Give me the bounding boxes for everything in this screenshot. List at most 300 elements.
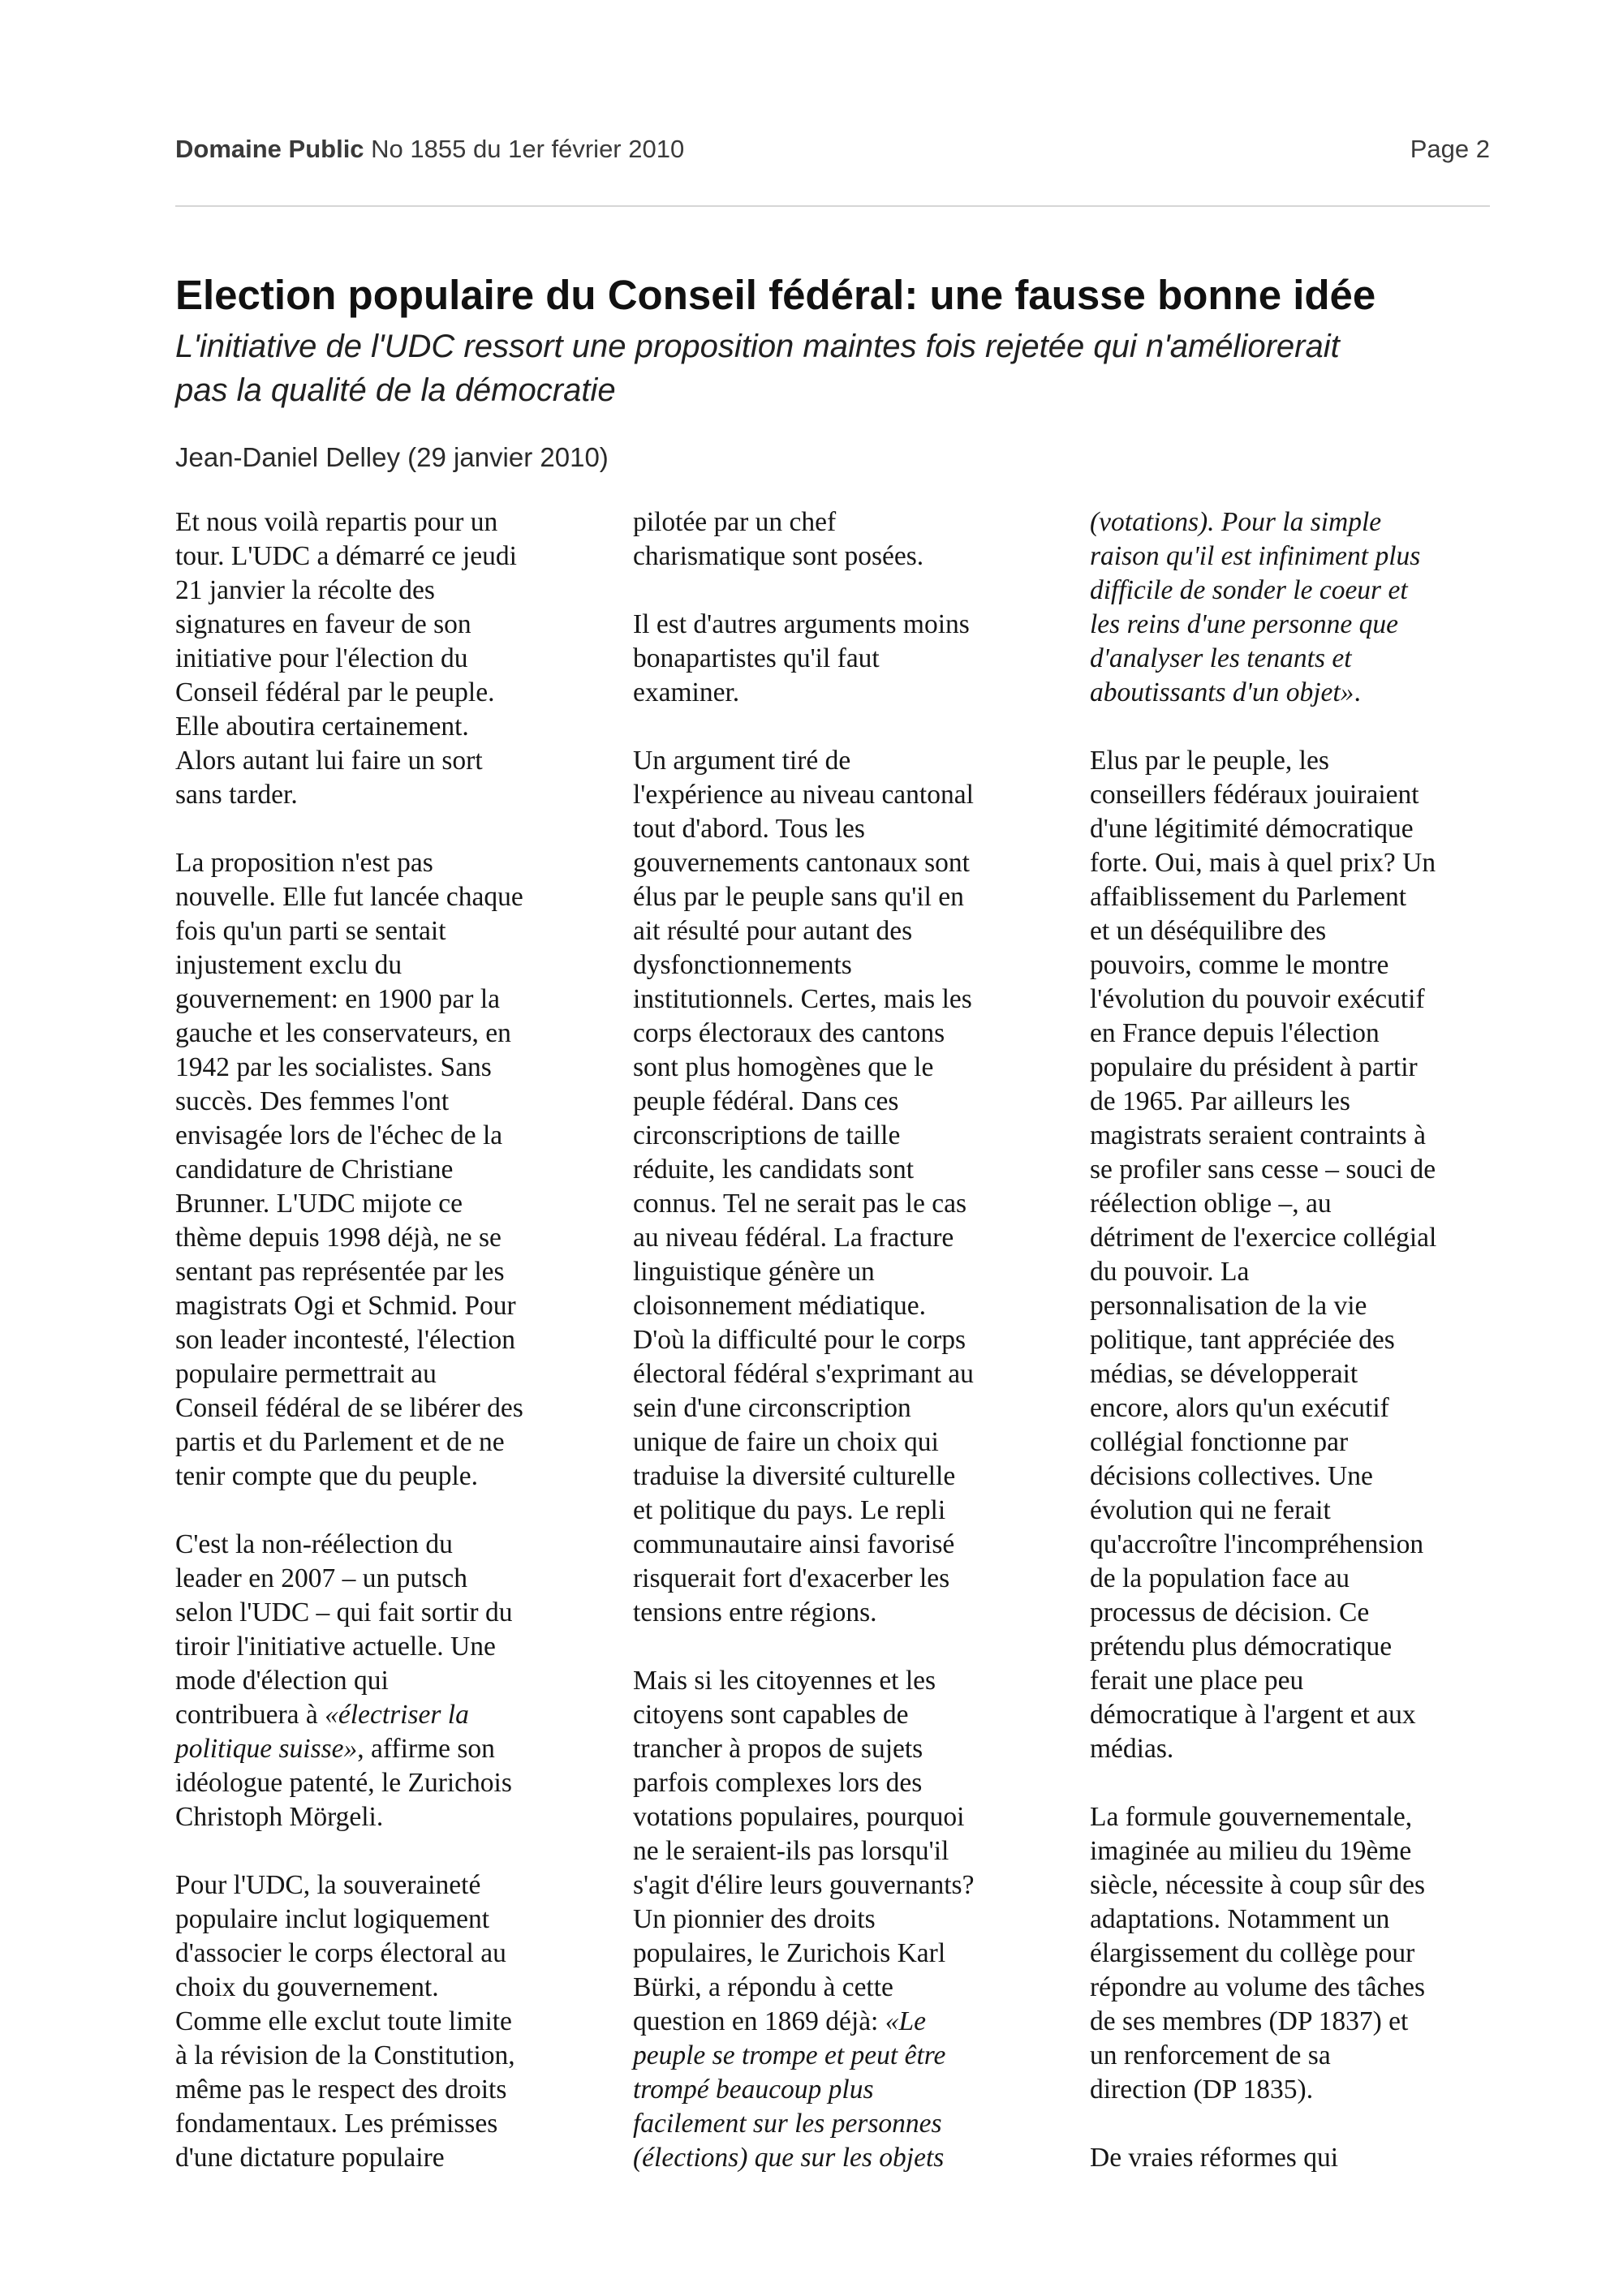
body-text: élus par le peuple sans qu'il en [633,882,964,912]
body-text: circonscriptions de taille [633,1120,901,1150]
text-line [633,1289,1071,1323]
body-text: D'où la difficulté pour le corps [633,1325,966,1355]
body-text: gouvernements cantonaux sont [633,848,970,878]
body-text: évolution qui ne ferait [1090,1495,1331,1525]
body-text: contribuera à [175,1700,325,1730]
body-text: idéologue patenté, le Zurichois [175,1768,512,1798]
body-text: au niveau fédéral. La fracture [633,1223,954,1253]
text-line [633,982,1071,1017]
body-text: injustement exclu du [175,950,403,980]
text-line [1090,914,1530,948]
text-line [1090,2005,1530,2039]
text-line [175,1460,613,1494]
text-line [1090,1698,1530,1732]
text-line [633,1698,1071,1732]
body-text: sentant pas représentée par les [175,1257,505,1287]
body-text: sein d'une circonscription [633,1393,911,1423]
text-line [1090,846,1530,880]
text-line [175,1255,613,1289]
body-text: adaptations. Notamment un [1090,1904,1390,1934]
text-line [175,880,613,914]
text-line [633,642,1071,676]
text-column-2 [633,505,1071,2175]
text-line [175,1937,613,1971]
body-text: et politique du pays. Le repli [633,1495,946,1525]
text-line [633,778,1071,812]
body-text: 21 janvier la récolte des [175,575,435,605]
body-text: risquerait fort d'exacerber les [633,1563,950,1593]
body-text: électoral fédéral s'exprimant au [633,1359,974,1389]
body-text: mode d'élection qui [175,1666,389,1696]
body-text: ne le seraient-ils pas lorsqu'il [633,1836,949,1866]
text-line [633,1187,1071,1221]
paragraph [1090,1800,1530,2107]
text-line [175,676,613,710]
paragraph [633,1664,1071,2175]
text-line [175,1596,613,1630]
body-text: cloisonnement médiatique. [633,1291,926,1321]
paragraph [175,1868,613,2175]
text-line [633,1664,1071,1698]
text-line [175,1766,613,1800]
text-line [1090,505,1530,540]
body-text: tenir compte que du peuple. [175,1461,479,1491]
body-text: tensions entre régions. [633,1597,877,1627]
body-text: Brunner. L'UDC mijote ce [175,1189,463,1219]
text-line [633,2005,1071,2039]
body-text: affaiblissement du Parlement [1090,882,1407,912]
text-line [175,1800,613,1834]
quote-text: d'analyser les tenants et [1090,643,1352,673]
body-text: d'une légitimité démocratique [1090,814,1414,844]
body-text: peuple fédéral. Dans ces [633,1086,899,1116]
body-text: tout d'abord. Tous les [633,814,865,844]
text-line [633,1221,1071,1255]
text-line [175,1732,613,1766]
text-line [175,1664,613,1698]
body-text: La proposition n'est pas [175,848,433,878]
article-subtitle: L'initiative de l'UDC ressort une proposition maintes fois rejetée qui n'améliorerait pas la qualité de la démocratie [175,329,1340,408]
text-line [175,2005,613,2039]
body-text: réélection oblige –, au [1090,1189,1332,1219]
text-line [633,2073,1071,2107]
text-line [1090,1834,1530,1868]
body-text: dysfonctionnements [633,950,852,980]
text-line [1090,1357,1530,1391]
text-line [175,1085,613,1119]
body-text: l'expérience au niveau cantonal [633,780,974,810]
text-line [633,744,1071,778]
body-text: Il est d'autres arguments moins [633,609,970,639]
text-line [633,1255,1071,1289]
body-text: ferait une place peu [1090,1666,1304,1696]
body-text: Conseil fédéral par le peuple. [175,677,495,707]
body-text: connus. Tel ne serait pas le cas [633,1189,966,1219]
body-text: du pouvoir. La [1090,1257,1250,1287]
text-line [633,948,1071,982]
body-text: de la population face au [1090,1563,1350,1593]
text-line [1090,778,1530,812]
issue-info: No 1855 du 1er février 2010 [371,135,685,163]
body-text: selon l'UDC – qui fait sortir du [175,1597,513,1627]
text-line [633,914,1071,948]
text-line [175,1119,613,1153]
text-line [633,1834,1071,1868]
text-line [175,1868,613,1903]
publication-name: Domaine Public [175,135,364,163]
text-line [1090,1868,1530,1903]
body-text: personnalisation de la vie [1090,1291,1367,1321]
body-text: partis et du Parlement et de ne [175,1427,505,1457]
body-text: politique, tant appréciée des [1090,1325,1395,1355]
body-text: Bürki, a répondu à cette [633,1972,893,2002]
body-text: d'associer le corps électoral au [175,1938,506,1968]
text-line [633,1766,1071,1800]
body-text: citoyens sont capables de [633,1700,909,1730]
text-line [175,2107,613,2141]
text-line [1090,676,1530,710]
body-text: bonapartistes qu'il faut [633,643,880,673]
text-line [1090,1017,1530,1051]
text-line [633,540,1071,574]
text-line [633,1937,1071,1971]
text-line [1090,608,1530,642]
body-text: fois qu'un parti se sentait [175,916,446,946]
body-text: imaginée au milieu du 19ème [1090,1836,1412,1866]
text-column-3 [1090,505,1530,2175]
header-divider [175,205,1490,207]
text-line [175,710,613,744]
body-text: d'une dictature populaire [175,2143,445,2173]
body-text: . [1354,677,1361,707]
body-text: Un argument tiré de [633,746,851,776]
text-line [633,1732,1071,1766]
text-line [1090,1323,1530,1357]
text-line [175,1698,613,1732]
text-line [175,540,613,574]
paragraph [175,1528,613,1834]
text-line [1090,1800,1530,1834]
text-line [175,1017,613,1051]
text-line [175,2039,613,2073]
text-line [1090,1903,1530,1937]
body-text: charismatique sont posées. [633,541,924,571]
text-line [633,1085,1071,1119]
body-text: à la révision de la Constitution, [175,2040,515,2070]
body-text: succès. Des femmes l'ont [175,1086,450,1116]
body-text: tour. L'UDC a démarré ce jeudi [175,541,517,571]
text-line [1090,1732,1530,1766]
body-text: C'est la non-réélection du [175,1529,453,1559]
text-line [175,744,613,778]
body-text: populaires, le Zurichois Karl [633,1938,946,1968]
text-line [175,2141,613,2175]
quote-text: trompé beaucoup plus [633,2075,874,2105]
body-text: choix du gouvernement. [175,1972,439,2002]
text-line [633,608,1071,642]
text-line [175,642,613,676]
body-text: institutionnels. Certes, mais les [633,984,972,1014]
body-text: démocratique à l'argent et aux [1090,1700,1416,1730]
body-text: gouvernement: en 1900 par la [175,984,501,1014]
body-text: magistrats seraient contraints à [1090,1120,1426,1150]
body-text: leader en 2007 – un putsch [175,1563,468,1593]
text-line [1090,1664,1530,1698]
text-line [175,982,613,1017]
text-line [175,1425,613,1460]
body-text: populaire inclut logiquement [175,1904,490,1934]
text-line [633,846,1071,880]
body-text: initiative pour l'élection du [175,643,468,673]
text-line [1090,1221,1530,1255]
body-text: pilotée par un chef [633,507,837,537]
text-column-1 [175,505,613,2175]
body-text: qu'accroître l'incompréhension [1090,1529,1424,1559]
paragraph [633,505,1071,574]
body-text: question en 1869 déjà: [633,2006,885,2036]
text-line [633,812,1071,846]
body-text: médias. [1090,1734,1174,1764]
text-line [1090,1051,1530,1085]
body-text: se profiler sans cesse – souci de [1090,1154,1436,1185]
body-text: réduite, les candidats sont [633,1154,915,1185]
text-line [175,1971,613,2005]
text-line [633,1971,1071,2005]
body-text: encore, alors qu'un exécutif [1090,1393,1389,1423]
body-text: populaire permettrait au [175,1359,437,1389]
body-text: gauche et les conservateurs, en [175,1018,511,1048]
text-line [1090,880,1530,914]
body-text: pouvoirs, comme le montre [1090,950,1389,980]
text-line [1090,1255,1530,1289]
text-line [1090,1630,1530,1664]
article-title: Election populaire du Conseil fédéral: une fausse bonne idée [175,272,1376,318]
body-text: Et nous voilà repartis pour un [175,507,498,537]
text-line [1090,1425,1530,1460]
text-line [175,1051,613,1085]
paragraph [1090,744,1530,1766]
text-line [633,1425,1071,1460]
text-line [175,505,613,540]
body-text: tiroir l'initiative actuelle. Une [175,1632,496,1662]
body-text: de ses membres (DP 1837) et [1090,2006,1409,2036]
quote-text: (votations). Pour la simple [1090,507,1382,537]
text-line [633,1017,1071,1051]
body-text: thème depuis 1998 déjà, ne se [175,1223,502,1253]
body-text: collégial fonctionne par [1090,1427,1349,1457]
body-text: votations populaires, pourquoi [633,1802,965,1832]
body-text: candidature de Christiane [175,1154,454,1185]
text-line [633,1494,1071,1528]
quote-text: raison qu'il est infiniment plus [1090,541,1421,571]
body-text: sans tarder. [175,780,298,810]
text-line [1090,2039,1530,2073]
text-line [1090,1153,1530,1187]
paragraph [175,505,613,812]
text-line [633,2141,1071,2175]
text-line [1090,1596,1530,1630]
text-line [633,1153,1071,1187]
paragraph [1090,505,1530,710]
body-text: un renforcement de sa [1090,2040,1331,2070]
page-number: Page 2 [1410,135,1490,163]
paragraph [1090,2141,1530,2175]
body-text: Mais si les citoyennes et les [633,1666,936,1696]
body-text: Comme elle exclut toute limite [175,2006,512,2036]
text-line [175,1528,613,1562]
body-text: direction (DP 1835). [1090,2075,1314,2105]
text-line [1090,1971,1530,2005]
body-text: prétendu plus démocratique [1090,1632,1393,1662]
text-line [175,1323,613,1357]
text-line [633,1596,1071,1630]
text-line [633,1460,1071,1494]
quote-text: facilement sur les personnes [633,2109,942,2139]
body-text: de 1965. Par ailleurs les [1090,1086,1350,1116]
text-line [633,880,1071,914]
text-line [1090,1391,1530,1425]
body-text: magistrats Ogi et Schmid. Pour [175,1291,516,1321]
text-line [175,1630,613,1664]
quote-text: difficile de sonder le coeur et [1090,575,1408,605]
text-line [1090,574,1530,608]
body-text: conseillers fédéraux jouiraient [1090,780,1419,810]
body-text: Pour l'UDC, la souveraineté [175,1870,481,1900]
body-text: élargissement du collège pour [1090,1938,1415,1968]
text-line [175,608,613,642]
body-text: Conseil fédéral de se libérer des [175,1393,523,1423]
text-line [175,914,613,948]
text-line [1090,1937,1530,1971]
text-line [633,1323,1071,1357]
text-line [175,1357,613,1391]
body-text: l'évolution du pouvoir exécutif [1090,984,1425,1014]
body-text: nouvelle. Elle fut lancée chaque [175,882,523,912]
text-line [633,1357,1071,1391]
text-line [1090,2141,1530,2175]
text-line [175,846,613,880]
body-text: décisions collectives. Une [1090,1461,1373,1491]
quote-text: les reins d'une personne que [1090,609,1398,639]
body-text: sont plus homogènes que le [633,1052,934,1082]
body-text: médias, se développerait [1090,1359,1358,1389]
text-line [1090,1289,1530,1323]
text-line [175,1221,613,1255]
body-text: Alors autant lui faire un sort [175,746,483,776]
text-line [1090,1528,1530,1562]
text-line [1090,1119,1530,1153]
text-line [175,1903,613,1937]
body-text: siècle, nécessite à coup sûr des [1090,1870,1426,1900]
text-line [1090,812,1530,846]
text-line [1090,642,1530,676]
article-byline: Jean-Daniel Delley (29 janvier 2010) [175,442,609,472]
text-line [1090,948,1530,982]
text-line [175,2073,613,2107]
text-line [633,1868,1071,1903]
text-line [175,1153,613,1187]
text-line [175,1391,613,1425]
text-line [1090,540,1530,574]
quote-text: (élections) que sur les objets [633,2143,945,2173]
text-line [1090,1494,1530,1528]
paragraph [633,744,1071,1630]
body-text: Elus par le peuple, les [1090,746,1329,776]
body-text: même pas le respect des droits [175,2075,507,2105]
text-line [633,1051,1071,1085]
text-line [175,1562,613,1596]
body-text: examiner. [633,677,740,707]
quote-text: peuple se trompe et peut être [633,2040,946,2070]
text-line [633,676,1071,710]
body-text: son leader incontesté, l'élection [175,1325,516,1355]
text-line [175,778,613,812]
text-line [633,1800,1071,1834]
text-line [175,1187,613,1221]
body-text: et un déséquilibre des [1090,916,1327,946]
text-line [1090,1562,1530,1596]
text-line [1090,1460,1530,1494]
running-header [175,135,1490,167]
body-text: détriment de l'exercice collégial [1090,1223,1437,1253]
text-line [175,1289,613,1323]
body-text: Elle aboutira certainement. [175,712,469,742]
quote-text: aboutissants d'un objet» [1090,677,1354,707]
body-text: 1942 par les socialistes. Sans [175,1052,492,1082]
text-line [175,574,613,608]
text-line [633,505,1071,540]
body-text: trancher à propos de sujets [633,1734,923,1764]
body-text: signatures en faveur de son [175,609,471,639]
text-line [633,1391,1071,1425]
body-text: Christoph Mörgeli. [175,1802,384,1832]
text-line [1090,1187,1530,1221]
quote-text: politique suisse» [175,1734,358,1764]
body-text: répondre au volume des tâches [1090,1972,1426,2002]
body-text: linguistique génère un [633,1257,875,1287]
body-text: corps électoraux des cantons [633,1018,945,1048]
body-text: envisagée lors de l'échec de la [175,1120,503,1150]
body-text: forte. Oui, mais à quel prix? Un [1090,848,1436,878]
body-text: s'agit d'élire leurs gouvernants? [633,1870,975,1900]
body-text: La formule gouvernementale, [1090,1802,1413,1832]
text-line [633,1528,1071,1562]
text-line [633,1119,1071,1153]
body-text: traduise la diversité culturelle [633,1461,956,1491]
body-text: processus de décision. Ce [1090,1597,1370,1627]
body-text: fondamentaux. Les prémisses [175,2109,498,2139]
text-line [633,2107,1071,2141]
body-text: populaire du président à partir [1090,1052,1418,1082]
body-text: Un pionnier des droits [633,1904,876,1934]
body-text: parfois complexes lors des [633,1768,923,1798]
body-text: communautaire ainsi favorisé [633,1529,955,1559]
body-text: De vraies réformes qui [1090,2143,1339,2173]
body-text: ait résulté pour autant des [633,916,913,946]
text-line [633,1903,1071,1937]
text-line [1090,744,1530,778]
text-line [175,948,613,982]
text-line [1090,1085,1530,1119]
text-line [1090,982,1530,1017]
quote-text: «Le [885,2006,926,2036]
text-line [633,2039,1071,2073]
paragraph [175,846,613,1494]
paragraph [633,608,1071,710]
body-text: en France depuis l'élection [1090,1018,1380,1048]
text-line [1090,2073,1530,2107]
body-text: unique de faire un choix qui [633,1427,939,1457]
